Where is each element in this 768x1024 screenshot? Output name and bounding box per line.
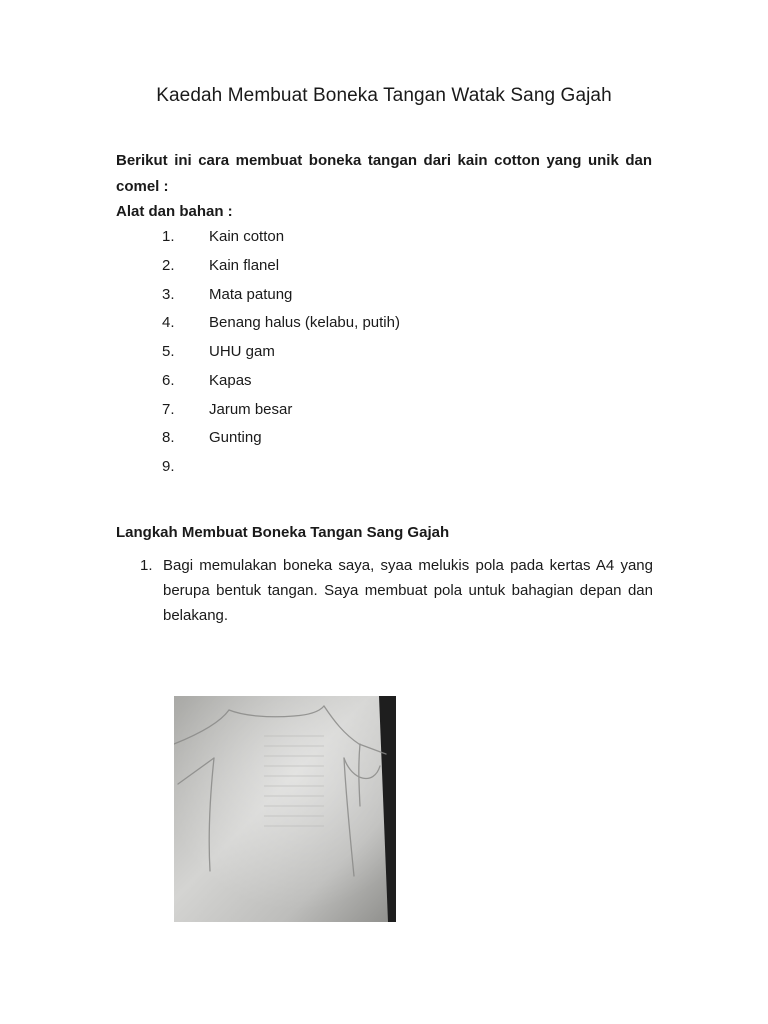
list-item-number: 1. bbox=[162, 228, 175, 245]
list-item bbox=[0, 283, 768, 312]
list-item bbox=[0, 340, 768, 369]
list-item-text: Jarum besar bbox=[209, 400, 293, 418]
list-item-text: Kain cotton bbox=[209, 228, 285, 245]
list-item-text: Kain flanel bbox=[209, 256, 280, 274]
steps-heading: Langkah Membuat Boneka Tangan Sang Gajah bbox=[116, 524, 450, 541]
pattern-sketch-icon bbox=[174, 696, 396, 922]
steps-list bbox=[0, 553, 768, 628]
list-item bbox=[0, 426, 768, 455]
list-item-text: Bagi memulakan boneka saya, syaa melukis pola pada kertas A4 yang berupa bentuk tangan. Saya membuat pola untuk bahagian depan dan belakang. bbox=[163, 557, 653, 624]
list-item bbox=[0, 455, 768, 484]
list-item bbox=[0, 225, 768, 254]
materials-heading: Alat dan bahan : bbox=[116, 203, 233, 220]
list-item-number: 5. bbox=[162, 343, 175, 360]
list-item-number: 9. bbox=[162, 458, 175, 475]
list-item-number: 6. bbox=[162, 371, 175, 389]
list-item-number: 7. bbox=[162, 400, 175, 418]
list-item-text: Mata patung bbox=[209, 285, 293, 303]
list-item bbox=[0, 398, 768, 427]
list-item bbox=[0, 311, 768, 340]
list-item bbox=[0, 553, 768, 628]
list-item-text: Benang halus (kelabu, putih) bbox=[209, 314, 400, 332]
list-item-number: 1. bbox=[140, 557, 153, 574]
materials-list bbox=[0, 225, 768, 484]
list-item-text: Kapas bbox=[209, 371, 252, 389]
list-item-number: 2. bbox=[162, 256, 175, 274]
document-title: Kaedah Membuat Boneka Tangan Watak Sang Gajah bbox=[156, 85, 612, 106]
list-item-text: UHU gam bbox=[209, 343, 275, 360]
list-item bbox=[0, 254, 768, 283]
list-item-number: 3. bbox=[162, 285, 175, 303]
list-item-number: 8. bbox=[162, 429, 175, 447]
list-item-text: Gunting bbox=[209, 429, 262, 447]
list-item bbox=[0, 369, 768, 398]
intro-paragraph: Berikut ini cara membuat boneka tangan dari kain cotton yang unik dan comel : bbox=[116, 152, 652, 195]
pattern-sketch-photo bbox=[174, 696, 396, 922]
list-item-number: 4. bbox=[162, 314, 175, 332]
